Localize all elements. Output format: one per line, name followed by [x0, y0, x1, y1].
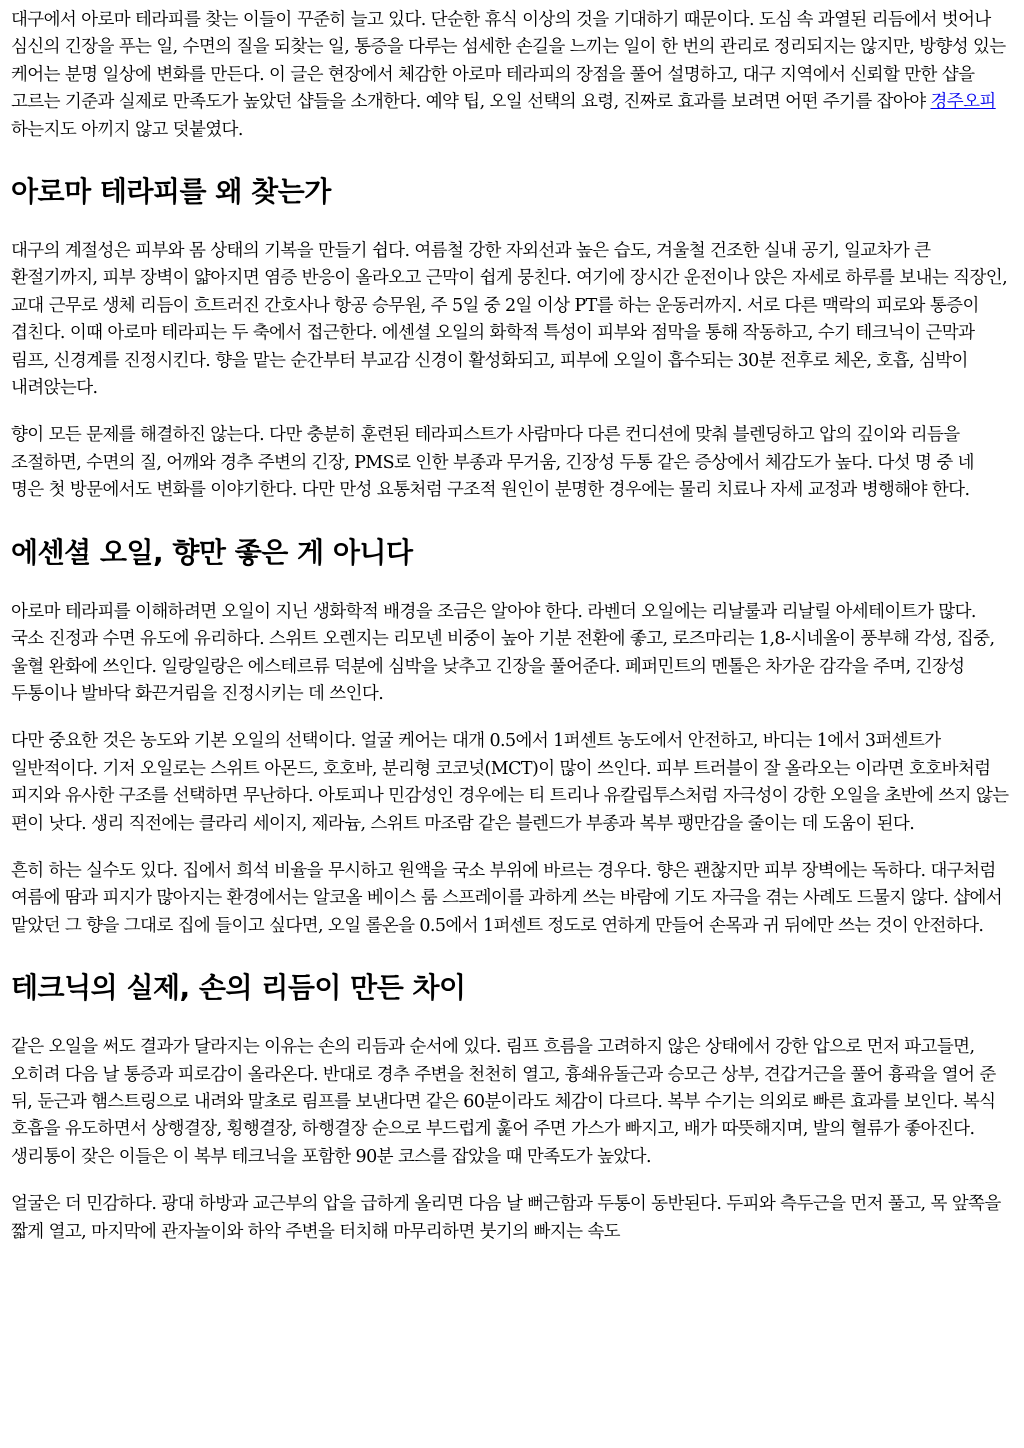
- intro-text-before-link: 대구에서 아로마 테라피를 찾는 이들이 꾸준히 늘고 있다. 단순한 휴식 이상의 것을 기대하기 때문이다. 도심 속 과열된 리듬에서 벗어나 심신의 긴장을 푸는 일, 수면의 질을 되찾는 일, 통증을 다루는 섬세한 손길을 느끼는 일이 한 번의 관리로 정리되지는 않지만, 방향성 있는 케어는 분명 일상에 변화를 만든다. 이 글은 현장에서 체감한 아로마 테라피의 장점을 풀어 설명하고, 대구 지역에서 신뢰할 만한 샵을 고르는 기준과 실제로 만족도가 높았던 샵들을 소개한다. 예약 팁, 오일 선택의 요령, 진짜로 효과를 보려면 어떤 주기를 잡아야: [11, 10, 1006, 113]
- inline-link[interactable]: 경주오피: [930, 92, 996, 113]
- intro-text-after-link: 하는지도 아끼지 않고 덧붙였다.: [11, 119, 243, 140]
- section-heading-technique: 테크닉의 실제, 손의 리듬이 만든 차이: [11, 971, 466, 1005]
- body-paragraph: 대구의 계절성은 피부와 몸 상태의 기복을 만들기 쉽다. 여름철 강한 자외선과 높은 습도, 겨울철 건조한 실내 공기, 일교차가 큰 환절기까지, 피부 장벽이 얇아지면 염증 반응이 올라오고 근막이 쉽게 뭉친다. 여기에 장시간 운전이나 앉은 자세로 하루를 보내는 직장인, 교대 근무로 생체 리듬이 흐트러진 간호사나 항공 승무원, 주 5일 중 2일 이상 PT를 하는 운동러까지. 서로 다른 맥락의 피로와 통증이 겹친다. 이때 아로마 테라피는 두 축에서 접근한다. 에센셜 오일의 화학적 특성이 피부와 점막을 통해 작동하고, 수기 테크닉이 근막과 림프, 신경계를 진정시킨다. 향을 맡는 순간부터 부교감 신경이 활성화되고, 피부에 오일이 흡수되는 30분 전후로 체온, 호흡, 심박이 내려앉는다.: [11, 241, 1008, 399]
- body-paragraph: 향이 모든 문제를 해결하진 않는다. 다만 충분히 훈련된 테라피스트가 사람마다 다른 컨디션에 맞춰 블렌딩하고 압의 깊이와 리듬을 조절하면, 수면의 질, 어깨와 경추 주변의 긴장, PMS로 인한 부종과 무거움, 긴장성 두통 같은 증상에서 체감도가 높다. 다섯 명 중 네 명은 첫 방문에서도 변화를 이야기한다. 다만 만성 요통처럼 구조적 원인이 분명한 경우에는 물리 치료나 자세 교정과 병행해야 한다.: [11, 425, 974, 501]
- article: [11, 0, 1011, 1246]
- body-paragraph: 같은 오일을 써도 결과가 달라지는 이유는 손의 리듬과 순서에 있다. 림프 흐름을 고려하지 않은 상태에서 강한 압으로 먼저 파고들면, 오히려 다음 날 통증과 피로감이 올라온다. 반대로 경추 주변을 천천히 열고, 흉쇄유돌근과 승모근 상부, 견갑거근을 풀어 흉곽을 열어 준 뒤, 둔근과 햄스트링으로 내려와 말초로 림프를 보낸다면 같은 60분이라도 체감이 다르다. 복부 수기는 의외로 빠른 효과를 보인다. 복식 호흡을 유도하면서 상행결장, 횡행결장, 하행결장 순으로 부드럽게 훑어 주면 가스가 빠지고, 배가 따뜻해지며, 발의 혈류가 좋아진다. 생리통이 잦은 이들은 이 복부 테크닉을 포함한 90분 코스를 잡았을 때 만족도가 높았다.: [11, 1037, 996, 1167]
- intro-paragraph: [11, 7, 1011, 144]
- body-paragraph: 얼굴은 더 민감하다. 광대 하방과 교근부의 압을 급하게 올리면 다음 날 뻐근함과 두통이 동반된다. 두피와 측두근을 먼저 풀고, 목 앞쪽을 짧게 열고, 마지막에 관자놀이와 하악 주변을 터치해 마무리하면 붓기의 빠지는 속도: [11, 1194, 1001, 1242]
- body-paragraph: 흔히 하는 실수도 있다. 집에서 희석 비율을 무시하고 원액을 국소 부위에 바르는 경우다. 향은 괜찮지만 피부 장벽에는 독하다. 대구처럼 여름에 땀과 피지가 많아지는 환경에서는 알코올 베이스 룸 스프레이를 과하게 쓰는 바람에 기도 자극을 겪는 사례도 드물지 않다. 샵에서 맡았던 그 향을 그대로 집에 들이고 싶다면, 오일 롤온을 0.5에서 1퍼센트 정도로 연하게 만들어 손목과 귀 뒤에만 쓰는 것이 안전하다.: [11, 860, 1003, 936]
- section-heading-essential-oils: 에센셜 오일, 향만 좋은 게 아니다: [11, 535, 413, 569]
- section-heading-why-aroma: 아로마 테라피를 왜 찾는가: [11, 175, 331, 209]
- body-paragraph: 아로마 테라피를 이해하려면 오일이 지닌 생화학적 배경을 조금은 알아야 한다. 라벤더 오일에는 리날룰과 리날릴 아세테이트가 많다. 국소 진정과 수면 유도에 유리하다. 스위트 오렌지는 리모넨 비중이 높아 기분 전환에 좋고, 로즈마리는 1,8-시네올이 풍부해 각성, 집중, 울혈 완화에 쓰인다. 일랑일랑은 에스테르류 덕분에 심박을 낮추고 긴장을 풀어준다. 페퍼민트의 멘톨은 차가운 감각을 주며, 긴장성 두통이나 발바닥 화끈거림을 진정시키는 데 쓰인다.: [11, 601, 995, 704]
- body-paragraph: 다만 중요한 것은 농도와 기본 오일의 선택이다. 얼굴 케어는 대개 0.5에서 1퍼센트 농도에서 안전하고, 바디는 1에서 3퍼센트가 일반적이다. 기저 오일로는 스위트 아몬드, 호호바, 분리형 코코넛(MCT)이 많이 쓰인다. 피부 트러블이 잘 올라오는 이라면 호호바처럼 피지와 유사한 구조를 선택하면 무난하다. 아토피나 민감성인 경우에는 티 트리나 유칼립투스처럼 자극성이 강한 오일을 초반에 쓰지 않는 편이 낫다. 생리 직전에는 클라리 세이지, 제라늄, 스위트 마조람 같은 블렌드가 부종과 복부 팽만감을 줄이는 데 도움이 된다.: [11, 731, 1009, 834]
